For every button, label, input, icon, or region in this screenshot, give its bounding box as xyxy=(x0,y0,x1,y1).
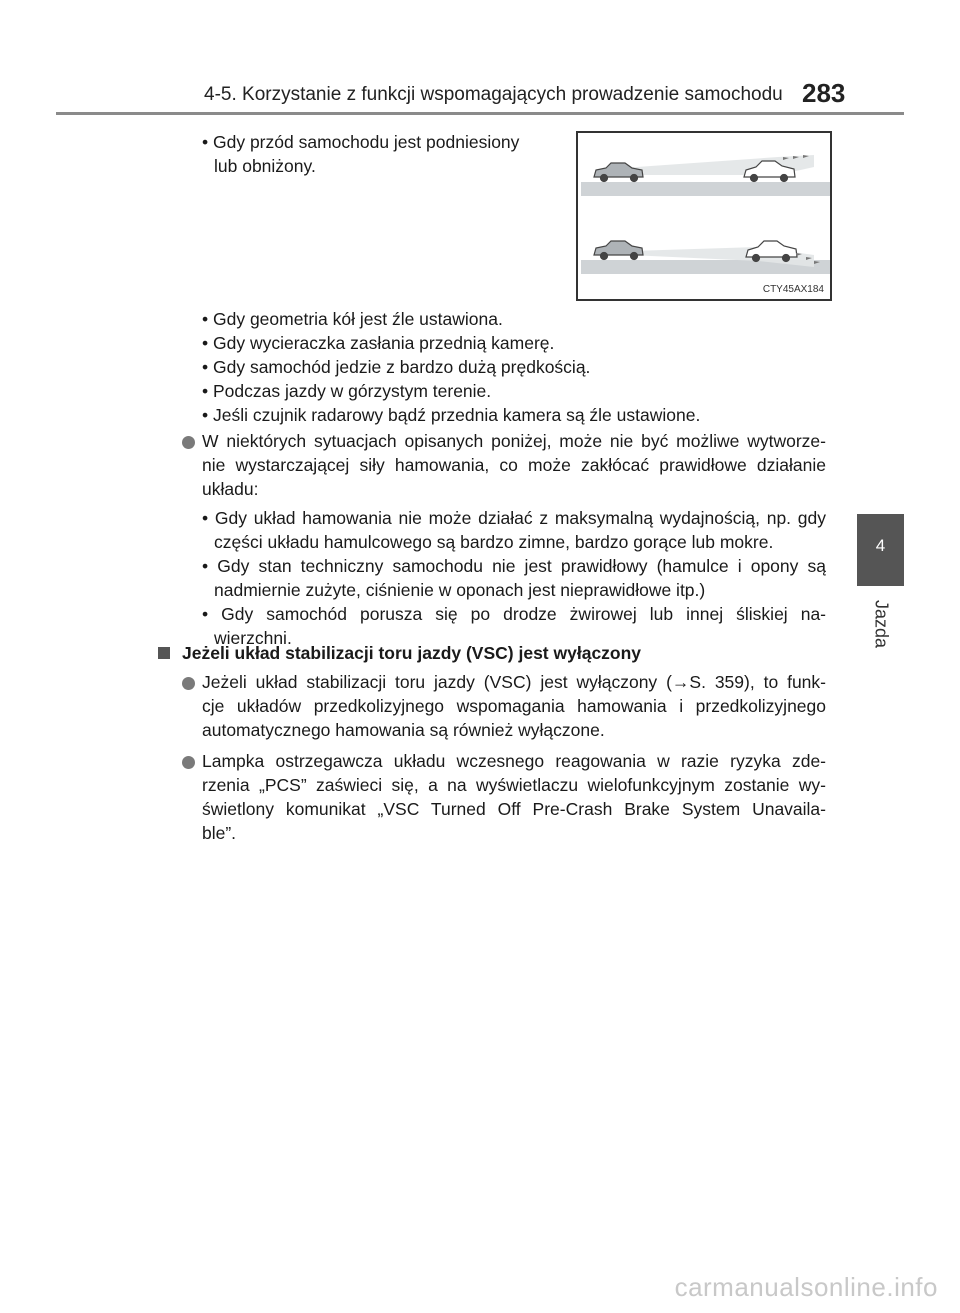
paragraph-line: nie wystarczającej siły hamowania, co może zakłócać prawidłowe działanie xyxy=(202,455,826,475)
chapter-label xyxy=(857,594,904,654)
watermark: carmanualsonline.info xyxy=(674,1272,938,1302)
paragraph-line: układu: xyxy=(202,479,259,499)
paragraph-line: W niektórych sytuacjach opisanych poniżej, może nie być możliwe wytworze- xyxy=(202,431,826,451)
paragraph-line: świetlony komunikat „VSC Turned Off Pre-Crash Brake System Unavaila- xyxy=(202,799,826,819)
list-item-continuation: części układu hamulcowego są bardzo zimne, bardzo gorące lub mokre. xyxy=(214,532,774,552)
section-heading: Jeżeli układ stabilizacji toru jazdy (VSC) jest wyłączony xyxy=(182,643,642,663)
list-item-continuation: wierzchni. xyxy=(214,628,292,648)
bullet-icon xyxy=(182,677,195,690)
list-item: • Gdy stan techniczny samochodu nie jest prawidłowy (hamulce i opony są xyxy=(202,556,826,576)
paragraph-line: ble”. xyxy=(202,823,237,843)
list-item: • Podczas jazdy w górzystym terenie. xyxy=(202,381,492,401)
cars-radar-illustration xyxy=(578,133,832,301)
figure-code: CTY45AX184 xyxy=(762,284,824,295)
list-item: • Gdy samochód porusza się po drodze żwirowej lub innej śliskiej na- xyxy=(202,604,826,624)
car-top-left xyxy=(594,163,643,182)
list-item: • Gdy samochód jedzie z bardzo dużą prędkością. xyxy=(202,357,591,377)
paragraph-line: automatycznego hamowania są również wyłączone. xyxy=(202,720,605,740)
paragraph-line: Lampka ostrzegawcza układu wczesnego reagowania w razie ryzyka zde- xyxy=(202,751,826,771)
list-item: • Gdy przód samochodu jest podniesiony xyxy=(202,132,520,152)
page-number: 283 xyxy=(802,78,846,108)
paragraph-line: Jeżeli układ stabilizacji toru jazdy (VSC) jest wyłączony (→S. 359), to funk- xyxy=(202,672,826,692)
car-bottom-left xyxy=(594,241,643,260)
chapter-number: 4 xyxy=(875,536,886,555)
paragraph-line: cje układów przedkolizyjnego wspomagania hamowania i przedkolizyjnego xyxy=(202,696,826,716)
paragraph-line: rzenia „PCS” zaświeci się, a na wyświetlaczu wielofunkcyjnym zostanie wy- xyxy=(202,775,826,795)
list-item: • Gdy geometria kół jest źle ustawiona. xyxy=(202,309,503,329)
bullet-icon xyxy=(182,436,195,449)
illustration-car-pitch xyxy=(576,131,832,301)
list-item: • Jeśli czujnik radarowy bądź przednia kamera są źle ustawione. xyxy=(202,405,701,425)
header-divider xyxy=(56,112,904,115)
bullet-icon xyxy=(182,756,195,769)
section-title: 4-5. Korzystanie z funkcji wspomagających prowadzenie samochodu xyxy=(204,84,783,105)
section-marker-icon xyxy=(158,647,170,659)
chapter-label-text: Jazda xyxy=(871,599,891,649)
list-item-continuation: nadmiernie zużyte, ciśnienie w oponach jest nieprawidłowe itp.) xyxy=(214,580,706,600)
list-item: • Gdy układ hamowania nie może działać z maksymalną wydajnością, np. gdy xyxy=(202,508,826,528)
list-item: • Gdy wycieraczka zasłania przednią kamerę. xyxy=(202,333,555,353)
list-item-continuation: lub obniżony. xyxy=(214,156,316,176)
chapter-tab[interactable] xyxy=(857,514,904,586)
